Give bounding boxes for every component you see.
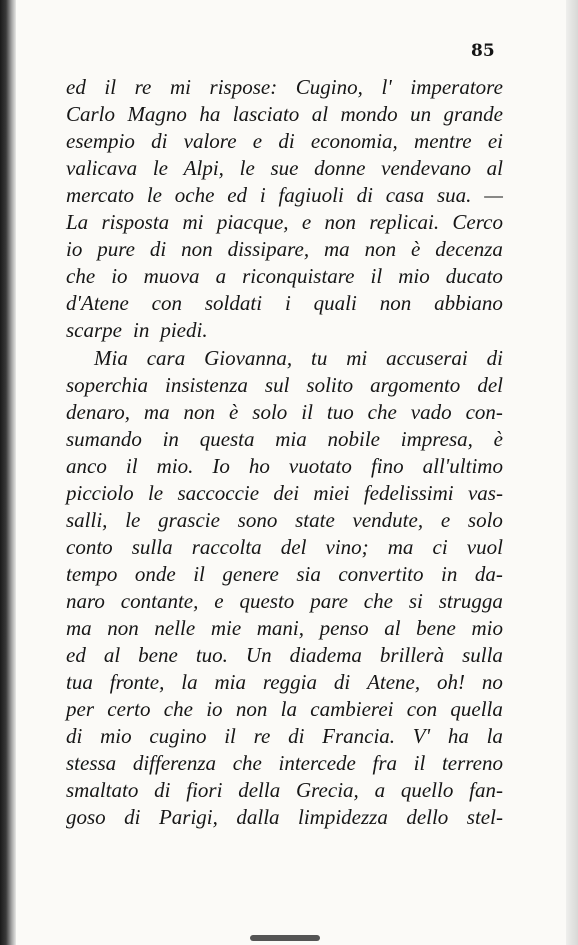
text-line: tua fronte, la mia reggia di Atene, oh! no — [66, 670, 503, 695]
text-line: stessa differenza che intercede fra il terreno — [66, 751, 503, 776]
text-line: che io muova a riconquistare il mio ducato — [66, 264, 503, 289]
text-line: conto sulla raccolta del vino; ma ci vuol — [66, 534, 503, 559]
text-line: scarpe in piedi. — [66, 318, 208, 343]
text-line: denaro, ma non è solo il tuo che vado con- — [66, 399, 503, 424]
text-line: ed il re mi rispose: Cugino, l' imperatore — [66, 75, 503, 99]
text-line: io pure di non dissipare, ma non è decenza — [66, 237, 503, 262]
page-number: 85 — [471, 41, 495, 61]
text-line: esempio di valore e di economia, mentre ei — [66, 129, 503, 154]
text-line: soperchia insistenza sul solito argomento del — [66, 372, 503, 397]
text-line: goso di Parigi, dalla limpidezza dello stel- — [66, 805, 503, 830]
text-line: anco il mio. Io ho vuotato fino all'ultimo — [66, 453, 503, 478]
text-line: Carlo Magno ha lasciato al mondo un grande — [66, 102, 503, 127]
text-line: d'Atene con soldati i quali non abbiano — [66, 291, 503, 316]
text-line: salli, le grascie sono state vendute, e solo — [66, 507, 503, 532]
text-line: valicava le Alpi, le sue donne vendevano al — [66, 156, 503, 181]
text-line: La risposta mi piacque, e non replicai. Cerco — [66, 210, 503, 235]
text-line: tempo onde il genere sia convertito in da- — [66, 561, 503, 586]
scan-smudge — [250, 935, 320, 941]
text-line: ed al bene tuo. Un diadema brillerà sulla — [66, 643, 503, 668]
text-line: naro contante, e questo pare che si strugga — [66, 588, 503, 613]
text-line: smaltato di fiori della Grecia, a quello fan- — [66, 778, 503, 803]
text-line: Mia cara Giovanna, tu mi accuserai di — [94, 345, 503, 370]
text-line: ma non nelle mie mani, penso al bene mio — [66, 616, 503, 640]
page-binding-shadow — [0, 0, 16, 945]
text-line: di mio cugino il re di Francia. V' ha la — [66, 724, 503, 749]
text-line: sumando in questa mia nobile impresa, è — [66, 426, 503, 451]
text-line: per certo che io non la cambierei con quella — [66, 697, 503, 722]
text-line: mercato le oche ed i fagiuoli di casa sua. — — [66, 183, 503, 208]
text-line: picciolo le saccoccie dei miei fedelissimi vas- — [66, 480, 503, 505]
page-right-edge — [566, 0, 578, 945]
